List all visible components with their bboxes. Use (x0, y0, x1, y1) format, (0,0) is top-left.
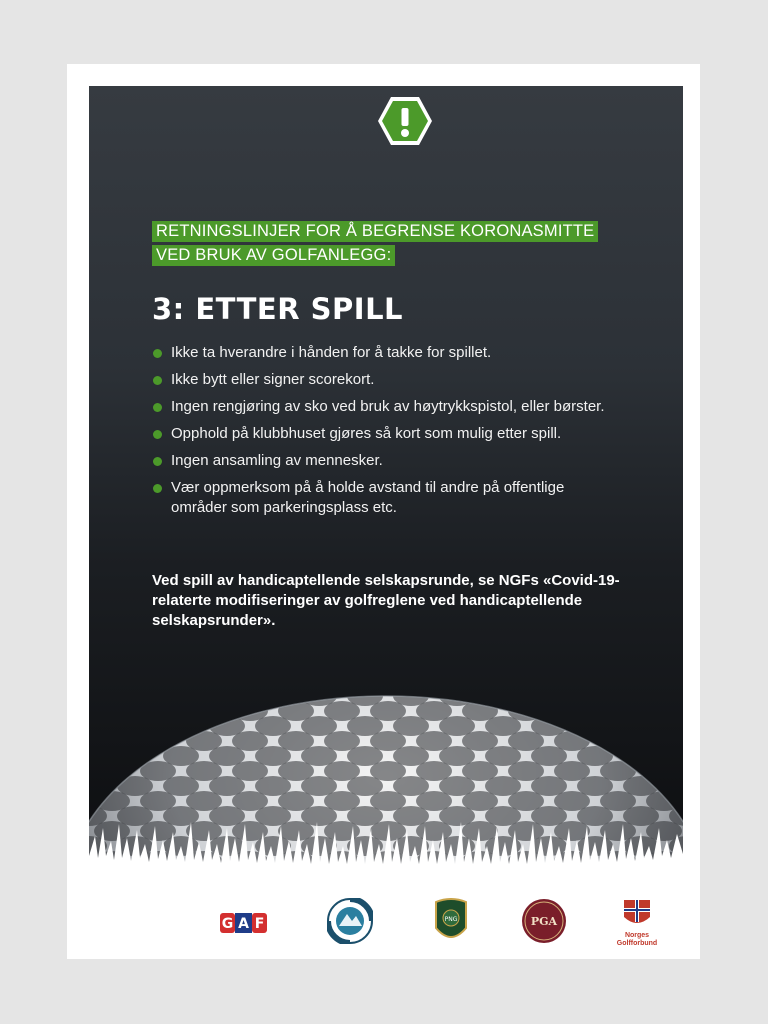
bullet-icon (153, 349, 162, 358)
list-item: Ingen ansamling av mennesker. (152, 451, 622, 471)
png-logo (434, 898, 468, 944)
poster-panel (89, 86, 683, 886)
pga-logo (521, 898, 567, 944)
gaf-logo (220, 912, 268, 934)
poster-sheet (67, 64, 700, 959)
page-title: 3: ETTER SPILL (152, 292, 404, 326)
grass-silhouette (89, 816, 683, 886)
bullet-icon (153, 484, 162, 493)
svg-text:F: F (254, 916, 265, 932)
svg-text:A: A (238, 916, 249, 932)
list-item: Opphold på klubbhuset gjøres så kort som mulig etter spill. (152, 424, 622, 444)
svg-text:G: G (221, 916, 234, 932)
kicker-line-1: RETNINGSLINJER FOR Å BEGRENSE KORONASMITTE (152, 221, 598, 242)
ngf-name-line-1: Norges (624, 932, 650, 939)
bullet-icon (153, 403, 162, 412)
sponsor-logos (67, 896, 700, 952)
bullet-icon (153, 430, 162, 439)
bullet-icon (153, 376, 162, 385)
svg-text:PNG: PNG (444, 916, 458, 923)
ngf-shield-icon (616, 899, 658, 927)
handicap-note: Ved spill av handicaptellende selskapsrunde, se NGFs «Covid-19-relaterte modifiseringer av golfreglene ved handicaptellende selskapsrunder». (152, 572, 620, 629)
greenkeepers-logo (327, 898, 373, 944)
ngf-name-line-2: Golfforbund (616, 940, 658, 947)
svg-text:PGA: PGA (530, 915, 558, 928)
bullet-icon (153, 457, 162, 466)
warning-icon (377, 96, 433, 146)
guideline-kicker (152, 221, 598, 269)
rules-list (152, 343, 622, 525)
list-item: Ingen rengjøring av sko ved bruk av høytrykkspistol, eller børster. (152, 397, 622, 417)
list-item: Ikke ta hverandre i hånden for å takke for spillet. (152, 343, 622, 363)
kicker-line-2: VED BRUK AV GOLFANLEGG: (152, 245, 395, 266)
list-item: Vær oppmerksom på å holde avstand til andre på offentlige områder som parkeringsplass etc. (152, 478, 622, 518)
list-item: Ikke bytt eller signer scorekort. (152, 370, 622, 390)
ngf-logo (616, 899, 658, 948)
